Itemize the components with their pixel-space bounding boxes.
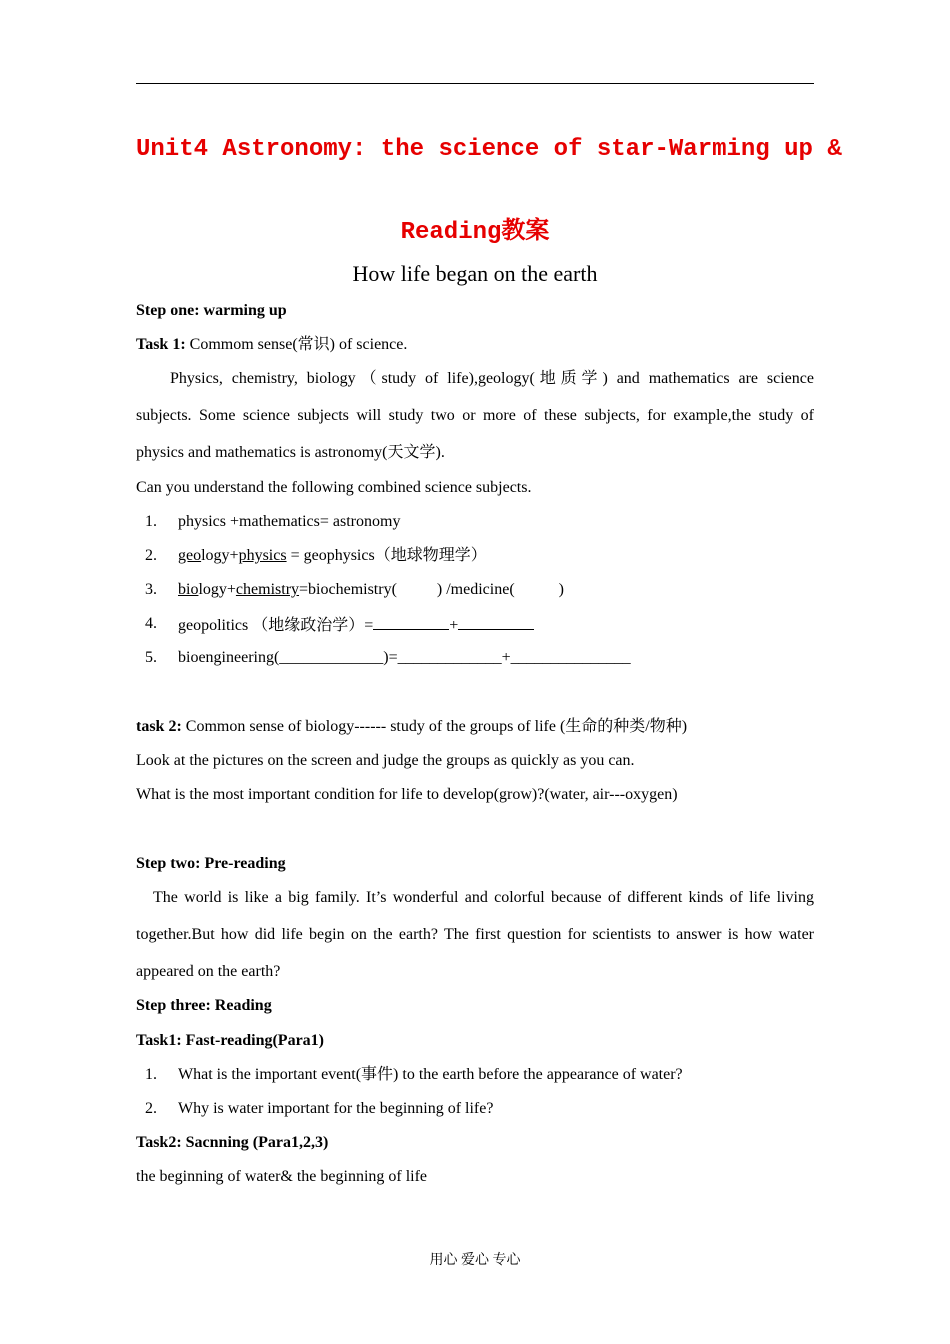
- list-item: bioengineering(_____________)=_____________+_______________: [178, 649, 631, 666]
- list-item: What is the important event(事件) to the earth before the appearance of water?: [178, 1066, 683, 1083]
- task2-label: task 2:: [136, 718, 182, 735]
- list-item: physics +mathematics= astronomy: [178, 513, 401, 530]
- title-line-2: Reading教案: [400, 219, 550, 246]
- prereading-line-1: The world is like a big family. It’s wonderful and colorful because of different kinds of life living: [153, 889, 814, 906]
- item-text: = geophysics（地球物理学）: [286, 547, 487, 564]
- task2-scanning: Task2: Sacnning (Para1,2,3): [136, 1134, 329, 1151]
- list-item: [178, 580, 564, 600]
- list-num: 1.: [145, 1066, 157, 1083]
- task1-line: [136, 335, 814, 355]
- title-line-1: Unit4 Astronomy: the science of star-Warming up &: [136, 136, 842, 163]
- list-num: 1.: [145, 513, 157, 530]
- item-text: geopolitics （地缘政治学）=: [178, 617, 374, 634]
- list-num: 5.: [145, 649, 157, 666]
- prereading-line-3: appeared on the earth?: [136, 963, 281, 980]
- item-text: +: [449, 617, 459, 634]
- list-num: 3.: [145, 581, 157, 598]
- page-footer: 用心 爱心 专心: [429, 1253, 521, 1268]
- task2-line: [136, 717, 814, 737]
- list-num: 2.: [145, 1100, 157, 1117]
- step1-heading: Step one: warming up: [136, 302, 287, 319]
- item-text: logy+: [201, 547, 239, 564]
- list-item: Why is water important for the beginning of life?: [178, 1100, 494, 1117]
- task2-line-2: Look at the pictures on the screen and judge the groups as quickly as you can.: [136, 752, 635, 769]
- step3-heading: Step three: Reading: [136, 997, 272, 1014]
- answer-blank[interactable]: [458, 614, 534, 630]
- list-num: 4.: [145, 615, 157, 632]
- list-item: [178, 546, 487, 566]
- item-text: =biochemistry( ) /medicine( ): [299, 581, 564, 598]
- task2-text: Common sense of biology------ study of the groups of life (生命的种类/物种): [181, 718, 688, 735]
- underlined-text: chemistry: [235, 581, 300, 598]
- task2-scanning-text: the beginning of water& the beginning of life: [136, 1168, 428, 1185]
- question-line: Can you understand the following combined science subjects.: [136, 479, 532, 496]
- step2-heading: Step two: Pre-reading: [136, 855, 286, 872]
- answer-blank[interactable]: [373, 614, 449, 630]
- task1-fast-reading: Task1: Fast-reading(Para1): [136, 1032, 324, 1049]
- task2-line-3: What is the most important condition for life to develop(grow)?(water, air---oxygen): [136, 786, 678, 803]
- underlined-text: bio: [178, 581, 199, 598]
- task1-text: Commom sense(常识) of science.: [185, 336, 408, 353]
- task1-label: Task 1:: [136, 336, 186, 353]
- header-rule: [136, 83, 814, 84]
- para-line-1: Physics, chemistry, biology（study of life),geology(地质学) and mathematics are science: [170, 370, 814, 387]
- underlined-text: geo: [178, 547, 202, 564]
- list-item: [178, 614, 534, 636]
- para-line-3: physics and mathematics is astronomy(天文学).: [136, 444, 445, 461]
- underlined-text: physics: [238, 547, 287, 564]
- prereading-line-2: together.But how did life begin on the earth? The first question for scientists to answer is how water: [136, 926, 814, 943]
- subtitle: How life began on the earth: [352, 261, 598, 286]
- item-text: logy+: [198, 581, 236, 598]
- para-line-2: subjects. Some science subjects will study two or more of these subjects, for example,the study of: [136, 407, 814, 424]
- list-num: 2.: [145, 547, 157, 564]
